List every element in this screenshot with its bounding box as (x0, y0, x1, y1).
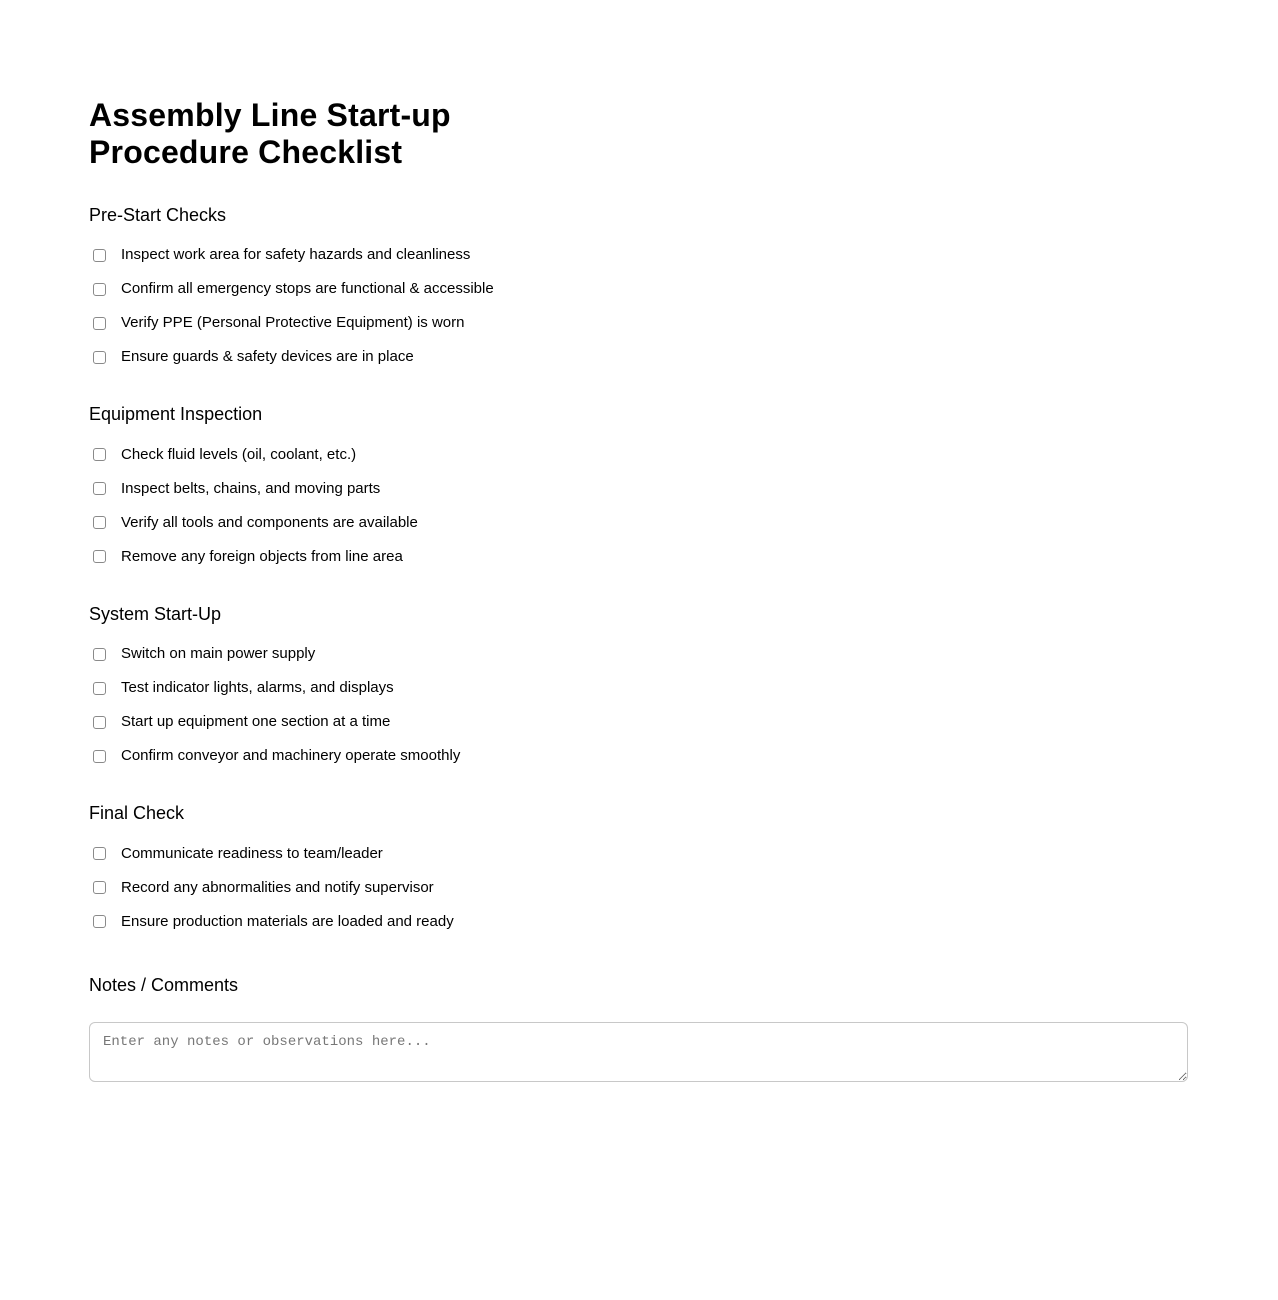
checkbox-remove-foreign-objects[interactable] (93, 550, 106, 563)
checklist-item-test-indicators[interactable] (89, 671, 394, 705)
notes-textarea[interactable] (89, 1022, 1188, 1082)
checkbox-confirm-conveyor[interactable] (93, 750, 106, 763)
checklist-item-confirm-conveyor[interactable] (89, 739, 460, 773)
checklist-item-switch-main-power[interactable] (89, 637, 315, 671)
item-label: Record any abnormalities and notify supervisor (121, 878, 434, 896)
checkbox-verify-tools[interactable] (93, 516, 106, 529)
item-label: Inspect belts, chains, and moving parts (121, 479, 381, 497)
checklist-item-remove-foreign-objects[interactable] (89, 540, 403, 574)
item-label: Remove any foreign objects from line area (121, 547, 403, 565)
item-label: Verify all tools and components are available (121, 513, 418, 531)
checklist-item-record-abnormalities[interactable] (89, 871, 434, 905)
checkbox-test-indicators[interactable] (93, 682, 106, 695)
item-label: Confirm all emergency stops are functional & accessible (121, 280, 494, 298)
checkbox-inspect-belts[interactable] (93, 482, 106, 495)
checkbox-inspect-work-area[interactable] (93, 249, 106, 262)
checkbox-check-fluid-levels[interactable] (93, 448, 106, 461)
section-equipment-inspection (89, 404, 1188, 574)
checkbox-record-abnormalities[interactable] (93, 881, 106, 894)
checkbox-start-equipment-sections[interactable] (93, 716, 106, 729)
checklist-item-start-equipment-sections[interactable] (89, 705, 390, 739)
checklist-item-inspect-work-area[interactable] (89, 238, 470, 272)
checkbox-confirm-emergency-stops[interactable] (93, 283, 106, 296)
checkbox-switch-main-power[interactable] (93, 648, 106, 661)
page-title: Assembly Line Start-up Procedure Checklist (89, 97, 451, 170)
item-label: Ensure guards & safety devices are in place (121, 348, 414, 366)
section-notes-comments (89, 975, 1188, 1082)
section-heading-final-check: Final Check (89, 803, 185, 824)
checklist-item-check-fluid-levels[interactable] (89, 438, 356, 472)
notes-heading: Notes / Comments (89, 974, 239, 995)
item-label: Confirm conveyor and machinery operate smoothly (121, 747, 461, 765)
checkbox-verify-ppe[interactable] (93, 317, 106, 330)
checklist-item-communicate-readiness[interactable] (89, 837, 383, 871)
checklist-item-verify-ppe[interactable] (89, 306, 464, 340)
checkbox-communicate-readiness[interactable] (93, 847, 106, 860)
item-label: Start up equipment one section at a time (121, 713, 391, 731)
checklist-item-verify-tools[interactable] (89, 506, 418, 540)
section-pre-start-checks (89, 205, 1188, 375)
item-label: Switch on main power supply (121, 645, 316, 663)
item-label: Verify PPE (Personal Protective Equipment) is worn (121, 314, 465, 332)
item-label: Ensure production materials are loaded and ready (121, 912, 454, 930)
section-heading-system-start-up: System Start-Up (89, 603, 222, 624)
section-heading-pre-start-checks: Pre-Start Checks (89, 204, 227, 225)
section-final-check (89, 803, 1188, 939)
section-system-start-up (89, 604, 1188, 774)
item-label: Communicate readiness to team/leader (121, 844, 383, 862)
section-heading-equipment-inspection: Equipment Inspection (89, 404, 263, 425)
checklist-item-ensure-materials-loaded[interactable] (89, 905, 454, 939)
item-label: Check fluid levels (oil, coolant, etc.) (121, 445, 357, 463)
item-label: Inspect work area for safety hazards and cleanliness (121, 246, 471, 264)
checklist-item-ensure-guards[interactable] (89, 340, 414, 374)
checkbox-ensure-guards[interactable] (93, 351, 106, 364)
checklist-item-confirm-emergency-stops[interactable] (89, 272, 494, 306)
checkbox-ensure-materials-loaded[interactable] (93, 915, 106, 928)
checklist-item-inspect-belts[interactable] (89, 472, 380, 506)
item-label: Test indicator lights, alarms, and displays (121, 679, 394, 697)
